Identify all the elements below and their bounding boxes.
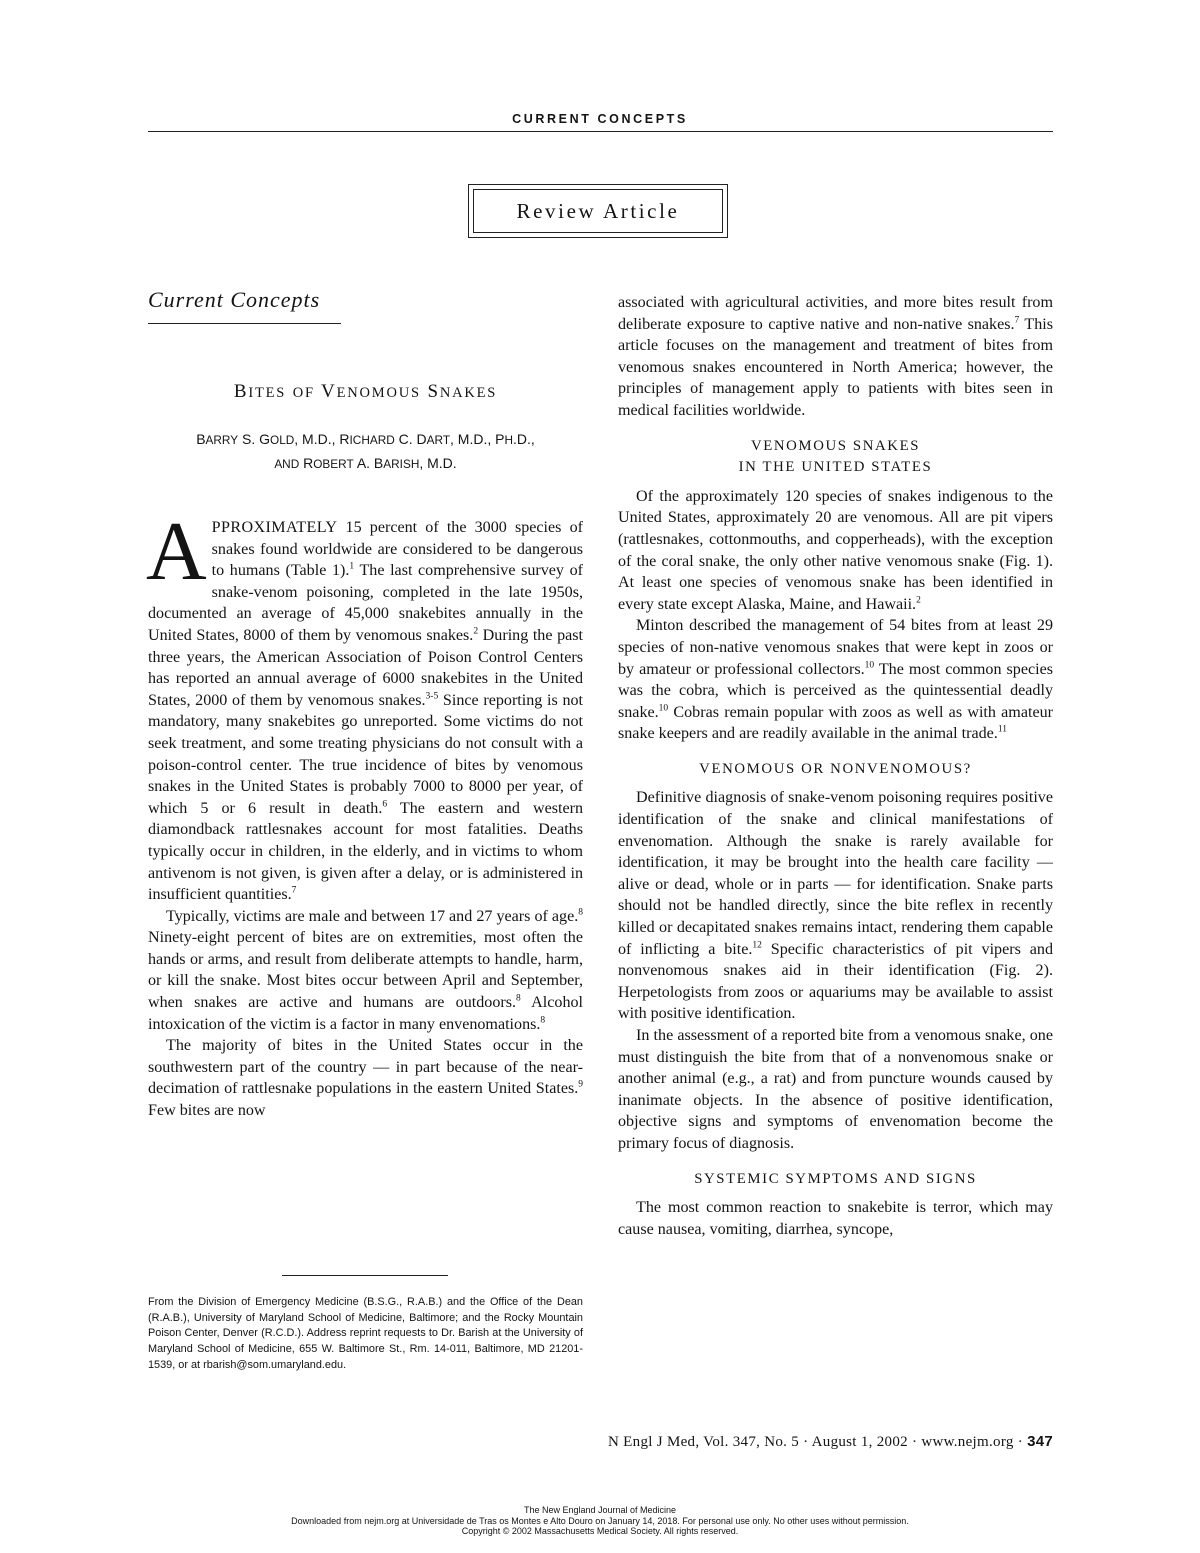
- article-type-label: Review Article: [473, 189, 723, 233]
- citation-superscript: 10: [658, 703, 669, 714]
- citation-superscript: 12: [752, 940, 762, 951]
- footnote-rule: [282, 1275, 448, 1276]
- title-word-4-rest: NAKES: [439, 385, 498, 401]
- author-2-degree: , M.D., P: [450, 431, 505, 447]
- heading-line: VENOMOUS SNAKES: [750, 437, 921, 454]
- text-run: The last comprehensive survey of snake-venom poisoning, completed in the late 1950s, documented an average of 45,000 snakebites annually in the United States, 8000 of them by venomous snakes.: [148, 562, 583, 644]
- watermark-download-note: Downloaded from nejm.org at Universidade de Tras os Montes e Alto Douro on January 14, 2018. For personal use only. No other uses without permission.: [291, 1515, 909, 1526]
- citation-superscript: 1: [349, 561, 355, 572]
- citation-superscript: 11: [997, 724, 1007, 735]
- author-2-last: ART: [426, 433, 451, 447]
- author-3-initial: A. B: [356, 455, 384, 471]
- body-paragraph: [618, 292, 1053, 422]
- body-paragraph: In the assessment of a reported bite from a venomous snake, one must distinguish the bite from that of a nonvenomous snake or another animal (e.g., a rat) and from puncture wounds caused by inanimate objects. In the absence of positive identification, objective signs and symptoms of envenomation become the primary focus of diagnosis.: [618, 1027, 1053, 1152]
- author-and: AND: [274, 457, 300, 471]
- title-word-1-cap: B: [233, 381, 249, 402]
- citation-superscript: 10: [864, 660, 875, 671]
- body-paragraph: [618, 787, 1053, 1025]
- journal-citation: [608, 1433, 1053, 1451]
- author-2-initial: C. D: [398, 431, 427, 447]
- citation-superscript: 6: [382, 799, 388, 810]
- author-1-initial: S. G: [242, 431, 271, 447]
- text-run: Minton described the management of 54 bites from at least 29 species of non-native venomous snakes that were kept in zoos or by amateur or professional collectors.: [618, 617, 1053, 678]
- heading-line: IN THE UNITED STATES: [738, 459, 933, 476]
- title-word-3-cap: V: [321, 381, 337, 402]
- author-3-cap: R: [303, 455, 314, 471]
- text-run: Definitive diagnosis of snake-venom poisoning requires positive identification of the snake and clinical manifestations of envenomation. Although the snake is rarely available for identification, it may be brought into the health care facility — alive or dead, whole or in parts — for identification. Snake parts should not be handled directly, since the bite reflex in recently killed or decapitated snakes remains intact, rendering them capable of inflicting a bite.: [618, 789, 1053, 958]
- citation-superscript: 2: [916, 595, 921, 606]
- text-run: Typically, victims are male and between 17 and 27 years of age.: [166, 907, 579, 925]
- text-run: Ninety-eight percent of bites are on extremities, most often the hands or arms, and result from deliberate attempts to handle, harm, or kill the snake. Most bites occur between April and September, when snakes are active and humans are outdoors.: [148, 929, 583, 1012]
- author-1-first: ARRY: [205, 433, 239, 447]
- lead-word: PPROXIMATELY: [211, 519, 338, 536]
- text-run: Since reporting is not mandatory, many snakebites go unreported. Some victims do not seek treatment, and some treating physicians do not consult with a poison-control center. The true incidence of bites by venomous snakes in the United States is probably 7000 to 8000 per year, of which 5 or 6 result in death.: [148, 691, 584, 817]
- text-run: This article focuses on the management and treatment of bites from venomous snakes encountered in North America; however, the principles of management apply to patients with bites seen in medical facilities worldwide.: [618, 315, 1053, 419]
- author-list: [148, 428, 583, 476]
- drop-cap: A: [146, 505, 207, 598]
- article-type-box: [468, 184, 728, 238]
- title-word-3-rest: ENOMOUS: [336, 385, 421, 401]
- text-run: Of the approximately 120 species of snakes indigenous to the United States, approximately 20 are venomous. All are pit vipers (rattlesnakes, cottonmouths, and copperheads), with the exception of the coral snake, the only other native venomous snake (Fig. 1). At least one species of venomous snake has been identified in every state except Alaska, Maine, and Hawaii.: [618, 487, 1053, 613]
- citation-superscript: 9: [578, 1080, 583, 1091]
- author-3-first: OBERT: [313, 457, 354, 471]
- header-rule: [148, 131, 1053, 132]
- text-run: The most common species was the cobra, which is perceived as the quintessential deadly snake.: [618, 660, 1053, 721]
- body-paragraph: [148, 1035, 583, 1121]
- text-run: Alcohol intoxication of the victim is a factor in many envenomations.: [148, 994, 584, 1033]
- citation-superscript: 3-5: [425, 691, 439, 702]
- citation-superscript: 8: [540, 1015, 546, 1026]
- section-heading: [618, 436, 1053, 479]
- watermark-journal: The New England Journal of Medicine: [523, 1505, 677, 1515]
- running-head: CURRENT CONCEPTS: [512, 112, 688, 126]
- section-heading: VENOMOUS OR NONVENOMOUS?: [699, 760, 972, 777]
- text-run: Specific characteristics of pit vipers and nonvenomous snakes aid in their identification (Fig. 2). Herpetologists from zoos or aquariums may be available to assist with positive identification.: [618, 940, 1053, 1023]
- citation-superscript: 2: [473, 626, 479, 637]
- author-2-degree-h: H: [504, 433, 514, 447]
- body-paragraph: [618, 486, 1053, 616]
- body-paragraph: [618, 615, 1053, 745]
- author-1-degree: , M.D., R: [294, 431, 350, 447]
- author-1-last: OLD: [270, 433, 295, 447]
- title-word-2: OF: [292, 385, 315, 401]
- author-3-degree: , M.D.: [419, 455, 457, 471]
- citation-superscript: 8: [578, 907, 583, 918]
- watermark-copyright: Copyright © 2002 Massachusetts Medical Society. All rights reserved.: [461, 1526, 739, 1536]
- text-run: 15 percent of the 3000 species of snakes found worldwide are considered to be dangerous to humans (Table 1).: [211, 519, 583, 580]
- right-column: [618, 292, 1053, 1240]
- text-run: The eastern and western diamondback rattlesnakes account for most fatalities. Deaths typically occur in children, in the elderly, and in victims to whom antivenom is not given, is given after a delay, or is administered in insufficient quantities.: [148, 799, 583, 904]
- text-run: Few bites are now: [148, 1102, 266, 1120]
- author-3-last: ARISH: [383, 457, 420, 471]
- left-column: [146, 505, 584, 1122]
- text-run: During the past three years, the American Association of Poison Control Centers has reported an annual average of 6000 snakebites in the United States, 2000 of them by venomous snakes.: [148, 626, 584, 709]
- author-2-first: ICHARD: [349, 433, 395, 447]
- text-run: Cobras remain popular with zoos as well as with amateur snake keepers and are readily available in the animal trade.: [618, 703, 1053, 743]
- section-heading: SYSTEMIC SYMPTOMS AND SIGNS: [694, 1170, 977, 1187]
- author-1-cap: B: [196, 431, 206, 447]
- section-rule: [148, 323, 341, 324]
- text-run: associated with agricultural activities, and more bites result from deliberate exposure to captive native and non-native snakes.: [618, 294, 1053, 333]
- body-paragraph: [148, 906, 583, 1036]
- section-label: Current Concepts: [148, 287, 321, 312]
- page-number: 347: [1027, 1433, 1053, 1450]
- citation-text: N Engl J Med, Vol. 347, No. 5 · August 1, 2002 · www.nejm.org ·: [608, 1434, 1028, 1450]
- author-2-degree-end: .D.,: [513, 431, 535, 447]
- text-run: The majority of bites in the United States occur in the southwestern part of the country — in part because of the near-decimation of rattlesnake populations in the eastern United States.: [148, 1037, 583, 1098]
- download-watermark: [0, 1505, 1200, 1537]
- title-word-4-cap: S: [427, 381, 440, 402]
- article-title: [148, 381, 583, 403]
- citation-superscript: 7: [1014, 315, 1020, 326]
- title-word-1-rest: ITES: [248, 385, 287, 401]
- intro-paragraph: [146, 505, 584, 906]
- affiliation-footnote: From the Division of Emergency Medicine (B.S.G., R.A.B.) and the Office of the Dean (R.A.B.), University of Maryland School of Medicine, Baltimore; and the Rocky Mountain Poison Center, Denver (R.C.D.). Address reprint requests to Dr. Barish at the University of Maryland School of Medicine, 655 W. Baltimore St., Rm. 14-011, Baltimore, MD 21201-1539, or at rbarish@som.umaryland.edu.: [148, 1296, 583, 1371]
- body-paragraph: The most common reaction to snakebite is terror, which may cause nausea, vomiting, diarrhea, syncope,: [618, 1199, 1053, 1238]
- citation-superscript: 8: [516, 993, 521, 1004]
- citation-superscript: 7: [291, 885, 297, 896]
